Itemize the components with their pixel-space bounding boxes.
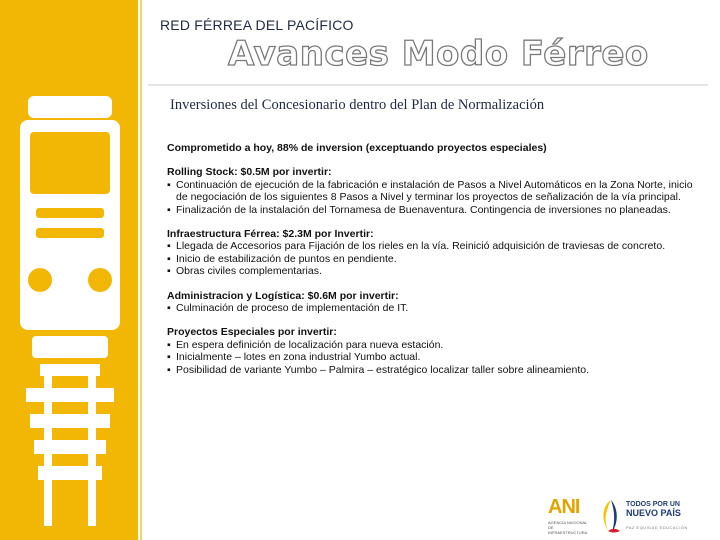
list-item-text: Continuación de ejecución de la fabricación e instalación de Pasos a Nivel Automáticos en la Zona Norte, inicio de negociación de los siguientes 8 Pasos a Nivel y terminar los proyectos de señalización de la vía principal. [176,178,693,204]
ani-logo-mark: ANI [548,496,580,518]
lead-statement: Comprometido a hoy, 88% de inversion (exceptuando proyectos especiales) [167,142,547,154]
government-logo-text [626,501,681,519]
train-icon [10,96,130,526]
title-divider [148,84,708,86]
list-item-text: Llegada de Accesorios para Fijación de los rieles en la vía. Reinició adquisición de traviesas de concreto. [176,240,666,253]
list-item [167,204,697,216]
section-title: Infraestructura Férrea: $2.3M por Invertir: [167,228,374,241]
bullet-icon: ▪ [167,302,171,315]
list-item [167,253,697,265]
list-item-text: Posibilidad de variante Yumbo – Palmira – estratégico localizar taller sobre alineamiento. [176,363,590,376]
section-title: Proyectos Especiales por invertir: [167,326,337,339]
section-administracion [167,290,697,315]
list-item [167,265,697,277]
section-infraestructura [167,228,697,278]
list-item [167,179,697,204]
government-logo-line2: NUEVO PAÍS [626,508,681,518]
section-rolling-stock [167,166,697,216]
section-title: Rolling Stock: $0.5M por invertir: [167,166,332,179]
page-subtitle: Inversiones del Concesionario dentro del Plan de Normalización [170,97,545,113]
bullet-icon: ▪ [167,351,171,364]
content-body [167,142,697,388]
list-item [167,240,697,252]
list-item [167,302,697,314]
bullet-icon: ▪ [167,203,171,216]
list-item-text: Culminación de proceso de implementación de IT. [176,302,409,315]
bullet-icon: ▪ [167,265,171,278]
ani-logo-caption: AGENCIA NACIONAL DE INFRAESTRUCTURA [548,520,588,535]
government-logo-line1: TODOS POR UN [626,501,680,508]
list-item-text: Finalización de la instalación del Tornamesa de Buenaventura. Contingencia de inversiones no planeadas. [176,203,671,216]
sidebar-divider [140,0,142,540]
list-item-text: En espera definición de localización para nueva estación. [176,338,444,351]
section-title: Administracion y Logística: $0.6M por invertir: [167,289,399,302]
section-proyectos-especiales [167,326,697,376]
bullet-icon: ▪ [167,252,171,265]
page-title: Avances Modo Férreo [228,34,649,74]
list-item [167,364,697,376]
list-item [167,351,697,363]
government-logo [598,498,708,536]
ani-logo [548,496,592,536]
government-logo-subtitle: PAZ EQUIDAD EDUCACIÓN [626,526,688,530]
bullet-icon: ▪ [167,338,171,351]
section-kicker: RED FÉRREA DEL PACÍFICO [160,17,354,33]
list-item [167,339,697,351]
list-item-text: Inicio de estabilización de puntos en pendiente. [176,252,397,265]
bullet-icon: ▪ [167,178,171,191]
footer-logos [520,492,720,540]
bullet-icon: ▪ [167,240,171,253]
colombia-flag-icon [598,498,624,534]
list-item-text: Obras civiles complementarias. [176,265,322,278]
list-item-text: Inicialmente – lotes en zona industrial Yumbo actual. [176,351,421,364]
bullet-icon: ▪ [167,363,171,376]
